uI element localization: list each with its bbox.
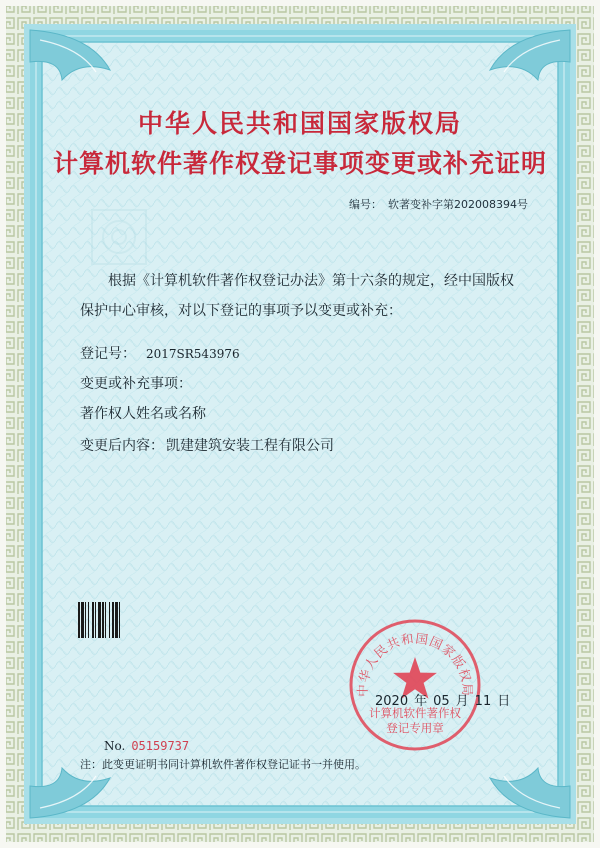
registration-number-value: 2017SR543976: [146, 347, 240, 361]
official-seal: [345, 615, 485, 755]
certificate-number-label: 编号：: [349, 198, 382, 211]
certificate-title: 计算机软件著作权登记事项变更或补充证明: [52, 149, 547, 178]
date-year-unit: 年: [414, 694, 428, 709]
date-year: 2020: [375, 694, 409, 709]
date-month: 05: [433, 694, 450, 709]
change-item-label: 变更或补充事项：: [80, 376, 192, 392]
seal-line-1: 计算机软件著作权: [369, 706, 461, 720]
date-day: 11: [474, 694, 492, 709]
barcode: [78, 602, 136, 638]
serial-value: 05159737: [131, 739, 190, 753]
certificate-number-value: 软著变补字第202008394号: [388, 198, 528, 211]
date-month-unit: 月: [455, 694, 469, 709]
change-item-value: 著作权人姓名或名称: [80, 406, 206, 422]
certificate-number: [343, 196, 528, 212]
changed-content-row: [80, 435, 334, 455]
body-paragraph: 根据《计算机软件著作权登记办法》第十六条的规定，经中国版权保护中心审核，对以下登记的事项予以变更或补充：: [80, 273, 514, 319]
changed-content-value: 凯建建筑安装工程有限公司: [166, 438, 334, 454]
serial-number: [104, 739, 189, 753]
seal-line-2: 登记专用章: [386, 721, 444, 735]
changed-content-label: 变更后内容：: [80, 438, 164, 454]
issuer-title: 中华人民共和国国家版权局: [137, 109, 462, 138]
date-day-unit: 日: [497, 694, 511, 709]
seal-arc-text: 中华人民共和国国家版权局: [354, 630, 476, 697]
footnote: 注：此变更证明书同计算机软件著作权登记证书一并使用。: [80, 758, 366, 771]
registration-number-row: [80, 343, 240, 363]
registration-number-label: 登记号：: [80, 346, 136, 362]
serial-prefix: No.: [104, 739, 126, 753]
issue-date: [372, 690, 513, 709]
